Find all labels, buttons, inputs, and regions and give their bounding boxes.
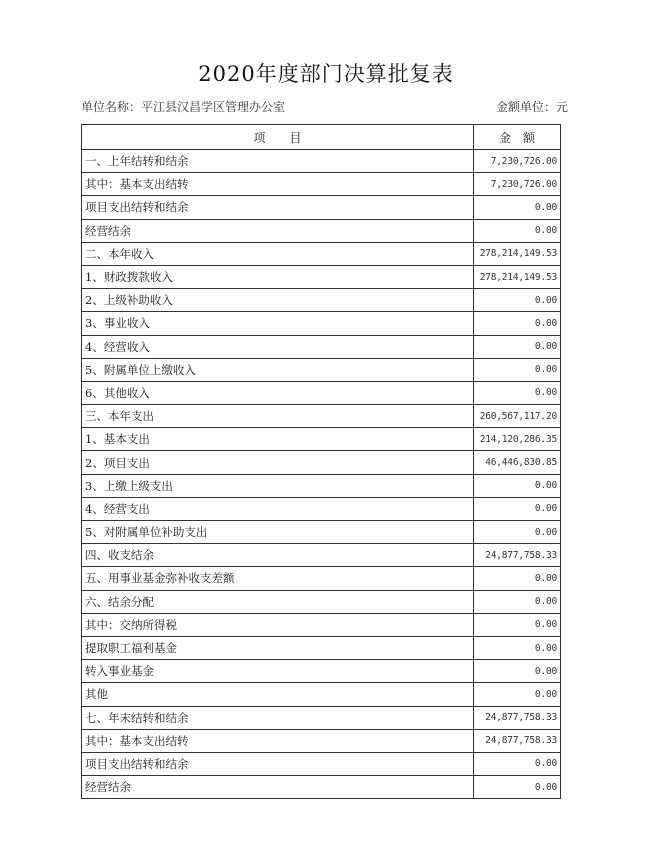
row-amount: 7,230,726.00 — [474, 173, 561, 196]
row-label: 六、结余分配 — [82, 590, 474, 613]
table-row — [82, 521, 561, 544]
row-label: 其中：基本支出结转 — [82, 173, 474, 196]
row-amount: 0.00 — [474, 567, 561, 590]
row-amount: 0.00 — [474, 196, 561, 219]
table-body — [82, 150, 561, 799]
row-label: 项目支出结转和结余 — [82, 752, 474, 775]
row-label: 1、财政拨款收入 — [82, 265, 474, 288]
page-title: 2020年度部门决算批复表 — [198, 62, 454, 86]
row-amount: 0.00 — [474, 335, 561, 358]
row-label: 项目支出结转和结余 — [82, 196, 474, 219]
row-amount: 0.00 — [474, 358, 561, 381]
table-row — [82, 544, 561, 567]
row-label: 转入事业基金 — [82, 660, 474, 683]
table-row — [82, 242, 561, 265]
table-row — [82, 660, 561, 683]
row-label: 其中：交纳所得税 — [82, 613, 474, 636]
table-row — [82, 405, 561, 428]
row-label: 七、年末结转和结余 — [82, 706, 474, 729]
table-row — [82, 173, 561, 196]
row-label: 6、其他收入 — [82, 381, 474, 404]
row-label: 提取职工福利基金 — [82, 636, 474, 659]
table-row — [82, 590, 561, 613]
table-row — [82, 752, 561, 775]
table-row — [82, 289, 561, 312]
table-row — [82, 636, 561, 659]
table-row — [82, 428, 561, 451]
row-amount: 7,230,726.00 — [474, 150, 561, 173]
row-amount: 0.00 — [474, 381, 561, 404]
table-row — [82, 474, 561, 497]
currency-unit: 金额单位：元 — [495, 100, 568, 114]
table-row — [82, 312, 561, 335]
row-amount: 278,214,149.53 — [474, 242, 561, 265]
row-label: 五、用事业基金弥补收支差额 — [82, 567, 474, 590]
row-amount: 0.00 — [474, 752, 561, 775]
budget-table — [81, 124, 561, 799]
row-amount: 0.00 — [474, 497, 561, 520]
row-amount: 24,877,758.33 — [474, 544, 561, 567]
row-label: 2、项目支出 — [82, 451, 474, 474]
row-label: 三、本年支出 — [82, 405, 474, 428]
row-amount: 0.00 — [474, 590, 561, 613]
table-row — [82, 451, 561, 474]
table-row — [82, 335, 561, 358]
row-amount: 278,214,149.53 — [474, 265, 561, 288]
table-row — [82, 497, 561, 520]
row-label: 一、上年结转和结余 — [82, 150, 474, 173]
table-row — [82, 567, 561, 590]
row-amount: 0.00 — [474, 613, 561, 636]
row-label: 3、事业收入 — [82, 312, 474, 335]
row-label: 1、基本支出 — [82, 428, 474, 451]
row-label: 5、附属单位上缴收入 — [82, 358, 474, 381]
table-row — [82, 706, 561, 729]
table-row — [82, 613, 561, 636]
row-amount: 0.00 — [474, 636, 561, 659]
row-amount: 214,120,286.35 — [474, 428, 561, 451]
table-row — [82, 381, 561, 404]
row-amount: 0.00 — [474, 219, 561, 242]
table-row — [82, 219, 561, 242]
row-amount: 0.00 — [474, 683, 561, 706]
table-row — [82, 683, 561, 706]
row-amount: 0.00 — [474, 312, 561, 335]
row-label: 经营结余 — [82, 219, 474, 242]
table-header-row — [82, 125, 561, 150]
row-amount: 0.00 — [474, 289, 561, 312]
table-row — [82, 729, 561, 752]
row-label: 4、经营支出 — [82, 497, 474, 520]
row-amount: 46,446,830.85 — [474, 451, 561, 474]
row-label: 2、上级补助收入 — [82, 289, 474, 312]
row-label: 其他 — [82, 683, 474, 706]
report-meta — [81, 98, 568, 116]
table-row — [82, 358, 561, 381]
table-row — [82, 776, 561, 799]
row-amount: 0.00 — [474, 521, 561, 544]
row-label: 5、对附属单位补助支出 — [82, 521, 474, 544]
row-label: 4、经营收入 — [82, 335, 474, 358]
row-label: 四、收支结余 — [82, 544, 474, 567]
row-label: 3、上缴上级支出 — [82, 474, 474, 497]
row-label: 其中：基本支出结转 — [82, 729, 474, 752]
unit-name: 单位名称：平江县汉昌学区管理办公室 — [81, 100, 286, 114]
row-amount: 24,877,758.33 — [474, 706, 561, 729]
row-label: 经营结余 — [82, 776, 474, 799]
header-amount: 金 额 — [474, 125, 561, 150]
table-row — [82, 150, 561, 173]
row-amount: 260,567,117.20 — [474, 405, 561, 428]
table-row — [82, 265, 561, 288]
row-amount: 0.00 — [474, 660, 561, 683]
table-row — [82, 196, 561, 219]
row-amount: 0.00 — [474, 776, 561, 799]
row-amount: 0.00 — [474, 474, 561, 497]
row-label: 二、本年收入 — [82, 242, 474, 265]
header-item: 项 目 — [82, 125, 474, 150]
row-amount: 24,877,758.33 — [474, 729, 561, 752]
